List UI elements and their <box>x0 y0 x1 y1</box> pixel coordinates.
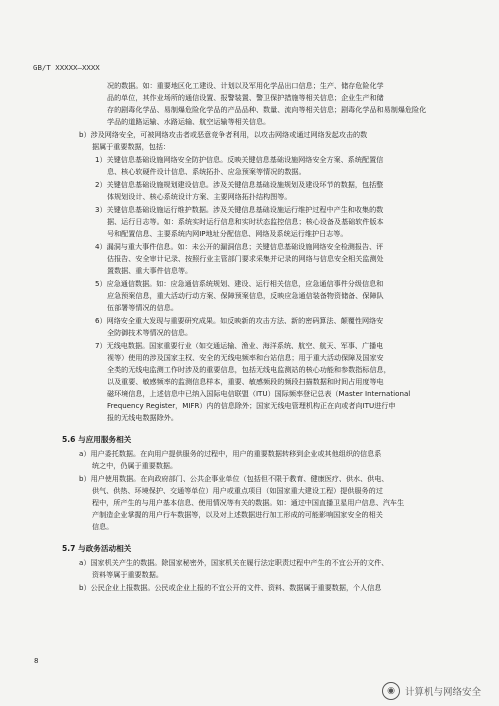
wechat-account-icon: ◉ <box>382 682 400 700</box>
text-line: 体规划设计、核心系统设计方案、主要网络拓扑结构图等。 <box>107 192 292 201</box>
text-line: 统之中，仍属于重要数据。 <box>92 461 178 470</box>
page-number: 8 <box>34 657 39 665</box>
document-header: GB/T XXXXX—XXXX <box>33 63 100 72</box>
text-line: 供气、供热、环境保护、交通等单位）用户或重点项目（如国家重大建设工程）提供服务的过 <box>92 486 383 495</box>
text-line: 据、运行日志等。如：系统实时运行信息和实时状态监控信息；核心设备及基础软件版本 <box>107 217 384 226</box>
text-line: 估报告、安全审计记录、按照行业主管部门要求采集并记录的网络与信息安全相关监测处 <box>107 254 384 263</box>
text-line: 存的剧毒化学品、易制爆危险化学品的产品品种、数量、流向等相关信息；剧毒化学品和易制爆危险化 <box>107 105 427 114</box>
text-line: 磁环境信息，上述信息中已纳入国际电信联盟（ITU）国际频率登记总表（Master International <box>107 389 411 398</box>
text-line: 报的无线电数据除外。 <box>107 413 178 422</box>
text-line: 全类的无线电监测工作时涉及的重要信息，包括无线电监测站的核心功能和参数指标信息， <box>107 365 391 374</box>
text-line: Frequency Register，MIFR）内的信息除外；国家无线电管理机构正在向或者向ITU进行申 <box>107 401 396 410</box>
text-line: b）用户使用数据。在向政府部门、公共企事业单位（包括但不限于教育、健康医疗、供水、供电、 <box>79 474 389 483</box>
text-line: 视等）使用的涉及国家主权、安全的无线电频率和台站信息；用于重大活动保障及国家安 <box>107 353 384 362</box>
text-line: a）用户委托数据。在向用户提供服务的过程中，用户的重要数据转移到企业或其他组织的信息系 <box>79 449 382 458</box>
text-line: 6）网络安全重大发现与重要研究成果。如反映新的攻击方法、新的密码算法、颠覆性网络安 <box>95 316 384 325</box>
text-line: 2）关键信息基础设施规划建设信息。涉及关键信息基础设施规划及建设环节的数据，包括整 <box>95 180 384 189</box>
text-line: 资料等属于重要数据。 <box>92 570 163 579</box>
text-line: 信息。 <box>92 522 114 531</box>
watermark-text: 计算机与网络安全 <box>405 687 482 698</box>
text-line: 7）无线电数据。国家重要行业（如交通运输、渔业、海洋系统、航空、航天、军事、广播电 <box>95 341 384 350</box>
text-line: 程中，所产生的与用户基本信息、使用情况等有关的数据。如：通过中国直播卫星用户信息、汽车生 <box>92 498 405 507</box>
text-line: 况的数据。如：重要地区化工建设、计划以及军用化学品出口信息；生产、储存危险化学 <box>107 81 384 90</box>
section-heading: 5.7 与政务活动相关 <box>62 544 132 553</box>
text-line: a）国家机关产生的数据。除国家秘密外，国家机关在履行法定职责过程中产生的不宜公开的文件、 <box>79 558 389 567</box>
text-line: 4）漏洞与重大事件信息。如：未公开的漏洞信息；关键信息基础设施网络安全检测报告、评 <box>95 242 384 251</box>
text-line: b）涉及网络安全，可被网络攻击者或恶意竞争者利用，以攻击网络或通过网络发起攻击的数 <box>79 130 368 139</box>
text-line: 学品的道路运输、水路运输、航空运输等相关信息。 <box>107 117 271 126</box>
text-line: 品的单位，其作业场所的通信设置、报警装置、警卫保护措施等相关信息；企业生产和储 <box>107 93 384 102</box>
text-line: b）公民企业上报数据。公民或企业上报的不宜公开的文件、资料、数据属于重要数据，个人信息 <box>79 583 382 592</box>
text-line: 据属于重要数据，包括： <box>92 142 171 151</box>
text-line: 产制造企业掌握的用户行车数据等，以及对上述数据进行加工形成的可能影响国家安全的相关 <box>92 510 383 519</box>
text-line: 5）应急通信数据。如：应急通信系统规划、建设、运行相关信息，应急通信事件分级信息和 <box>95 279 384 288</box>
text-line: 应急预案信息，重大活动行动方案、保障预案信息，反映应急通信装备物资储备、保障队 <box>107 291 384 300</box>
watermark <box>382 682 481 700</box>
text-line: 全防御技术等情况的信息。 <box>107 328 193 337</box>
section-heading: 5.6 与应用服务相关 <box>62 435 132 444</box>
text-line: 3）关键信息基础设施运行维护数据。涉及关键信息基础设施运行维护过程中产生和收集的数 <box>95 205 384 214</box>
text-line: 伍部署等情况的信息。 <box>107 303 178 312</box>
text-line: 息、核心软硬件设计信息、系统拓扑、应急预案等情况的数据。 <box>107 167 306 176</box>
text-line: 号和配置信息、主要系统内网IP地址分配信息、网络及系统运行维护日志等。 <box>107 229 348 238</box>
text-line: 置数据、重大事件信息等。 <box>107 266 193 275</box>
text-line: 1）关键信息基础设施网络安全防护信息。反映关键信息基础设施网络安全方案、系统配置信 <box>95 155 384 164</box>
text-line: 以及重要、敏感频率的监测信息样本，重要、敏感频段的频段扫描数据和时间占用度等电 <box>107 377 384 386</box>
